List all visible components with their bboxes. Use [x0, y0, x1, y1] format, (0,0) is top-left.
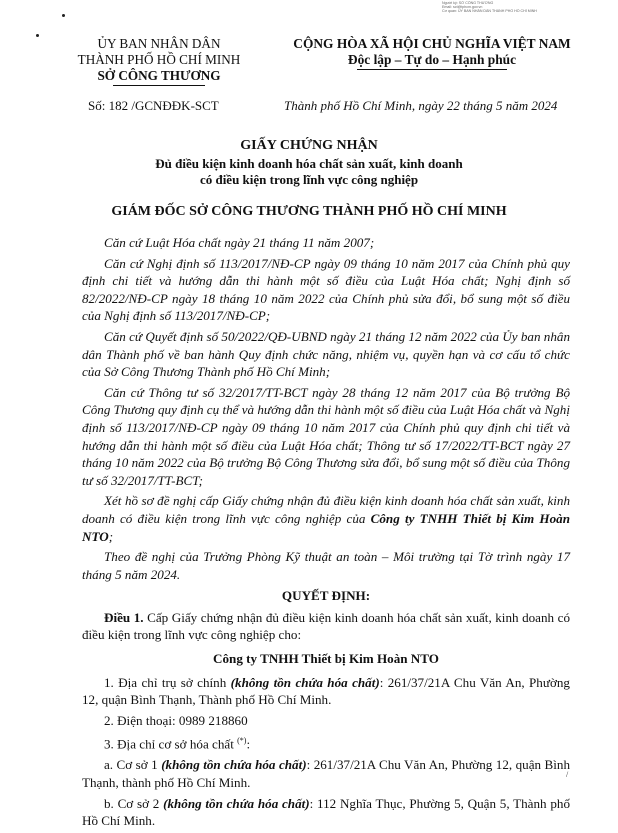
facility-2-note: (không tồn chứa hóa chất) [163, 795, 310, 811]
item-3-end: : [246, 736, 251, 752]
basis-5-text: Xét hồ sơ đề nghị cấp Giấy chứng nhận đủ điều kiện kinh doanh hóa chất sản xuất, kinh doanh có điều kiện trong lĩnh vực công nghiệp của [82, 493, 570, 526]
agency-line-2: THÀNH PHỐ HỒ CHÍ MINH [77, 52, 241, 67]
item-3-label: 3. Địa chỉ cơ sở hóa chất [104, 736, 238, 752]
facility-1-address: : 261/37/21A Chu Văn An, Phường 12, quận Bình Thạnh, thành phố Hồ Chí Minh. [82, 757, 570, 790]
company-name: Công ty TNHH Thiết bị Kim Hoàn NTO [213, 651, 439, 667]
scan-speck [62, 14, 65, 17]
document-subtitle [0, 156, 618, 188]
subtitle-line-1: Đủ điều kiện kinh doanh hóa chất sản xuất, kinh doanh [155, 156, 463, 171]
legal-basis-4: Căn cứ Thông tư số 32/2017/TT-BCT ngày 28 tháng 12 năm 2017 của Bộ trưởng Bộ Công Thương quy định cụ thể và hướng dẫn thi hành một số điều của Luật Hóa chất và Nghị định số 113/2017/NĐ-CP ngày 09 tháng 10 năm 2017 của Chính phủ quy định chi tiết và hướng dẫn thi hành một số điều của Luật Hóa chất; Thông tư số 17/2022/TT-BCT ngày 27 tháng 10 năm 2022 của Bộ trưởng Bộ Công Thương sửa đổi, bổ sung một số điều của Thông tư số 32/2017/TT-BCT; [82, 384, 570, 488]
motto-underline [357, 69, 507, 70]
item-facility-1 [82, 756, 570, 791]
document-body [82, 234, 570, 833]
legal-basis-1: Căn cứ Luật Hóa chất ngày 21 tháng 11 năm 2007; [104, 235, 375, 250]
signature-signer: Người ký: SỞ CÔNG THƯƠNG [442, 1, 494, 5]
digital-signature-block [442, 1, 582, 14]
facility-2-address: : 112 Nghĩa Thục, Phường 5, Quận 5, Thành phố Hồ Chí Minh. [82, 795, 570, 829]
item-phone: 2. Điện thoại: 0989 218860 [104, 712, 248, 728]
item-head-office [82, 674, 570, 709]
subtitle-line-2: có điều kiện trong lĩnh vực công nghiệp [199, 172, 419, 187]
item-3-footnote-mark: (*) [237, 736, 247, 746]
article-1 [82, 609, 570, 644]
decision-heading: QUYẾT ĐỊNH: [281, 588, 371, 604]
item-facility-heading [82, 732, 570, 753]
national-motto: Độc lập – Tự do – Hạnh phúc [347, 52, 517, 67]
item-1-note: (không tồn chứa hóa chất) [230, 674, 380, 690]
agency-line-1: ỦY BAN NHÂN DÂN [97, 36, 221, 51]
authority-heading: GIÁM ĐỐC SỞ CÔNG THƯƠNG THÀNH PHỐ HỒ CHÍ MINH [111, 204, 507, 219]
signature-agency: Cơ quan: ỦY BAN NHÂN DÂN THÀNH PHỐ HỒ CHÍ MINH [442, 9, 537, 14]
legal-basis-6: Theo đề nghị của Trưởng Phòng Kỹ thuật an toàn – Môi trường tại Tờ trình ngày 17 tháng 5 năm 2024. [82, 549, 570, 582]
reference-number: Số: 182 /GCNĐĐK-SCT [88, 98, 219, 113]
scan-speck [36, 34, 39, 37]
article-1-label: Điều 1. [104, 609, 144, 625]
page-corner-mark: / [566, 770, 569, 779]
agency-underline [113, 85, 205, 86]
legal-basis-3: Căn cứ Quyết định số 50/2022/QĐ-UBND ngày 21 tháng 12 năm 2022 của Ủy ban nhân dân Thành phố về ban hành Quy định chức năng, nhiệm vụ, quyền hạn và cơ cấu tổ chức của Sở Công Thương Thành phố Hồ Chí Minh; [82, 328, 570, 380]
item-1-address: : 261/37/21A Chu Văn An, Phường 12, quận Bình Thạnh, Thành phố Hồ Chí Minh. [82, 674, 570, 708]
document-title: GIẤY CHỨNG NHẬN [240, 138, 378, 153]
national-title: CỘNG HÒA XÃ HỘI CHỦ NGHĨA VIỆT NAM [293, 36, 571, 51]
facility-1-note: (không tồn chứa hóa chất) [161, 757, 307, 773]
signature-email: Email: sct@tphcm.gov.vn [442, 5, 483, 10]
item-1-label: 1. Địa chỉ trụ sở chính [104, 674, 231, 690]
facility-2-label: b. Cơ sở 2 [104, 795, 164, 811]
basis-5-end: ; [108, 528, 114, 544]
agency-department: SỞ CÔNG THƯƠNG [97, 68, 221, 83]
legal-basis-2: Căn cứ Nghị định số 113/2017/NĐ-CP ngày 09 tháng 10 năm 2017 của Chính phủ quy định chi tiết và hướng dẫn thi hành một số điều của Luật Hóa chất; Nghị định số 82/2022/NĐ-CP ngày 18 tháng 10 năm 2022 của Chính phủ sửa đổi, bổ sung một số điều của Nghị định số 113/2017/NĐ-CP; [82, 255, 570, 324]
issue-date: Thành phố Hồ Chí Minh, ngày 22 tháng 5 năm 2024 [284, 98, 558, 113]
article-1-text: Cấp Giấy chứng nhận đủ điều kiện kinh doanh hóa chất sản xuất, kinh doanh có điều kiện trong lĩnh vực công nghiệp cho: [82, 609, 571, 643]
issuing-agency-header [70, 36, 248, 86]
legal-basis-5 [82, 492, 570, 545]
national-motto-header [272, 36, 592, 70]
facility-1-label: a. Cơ sở 1 [104, 757, 162, 773]
basis-5-company: Công ty TNHH Thiết bị Kim Hoàn NTO [82, 510, 570, 544]
